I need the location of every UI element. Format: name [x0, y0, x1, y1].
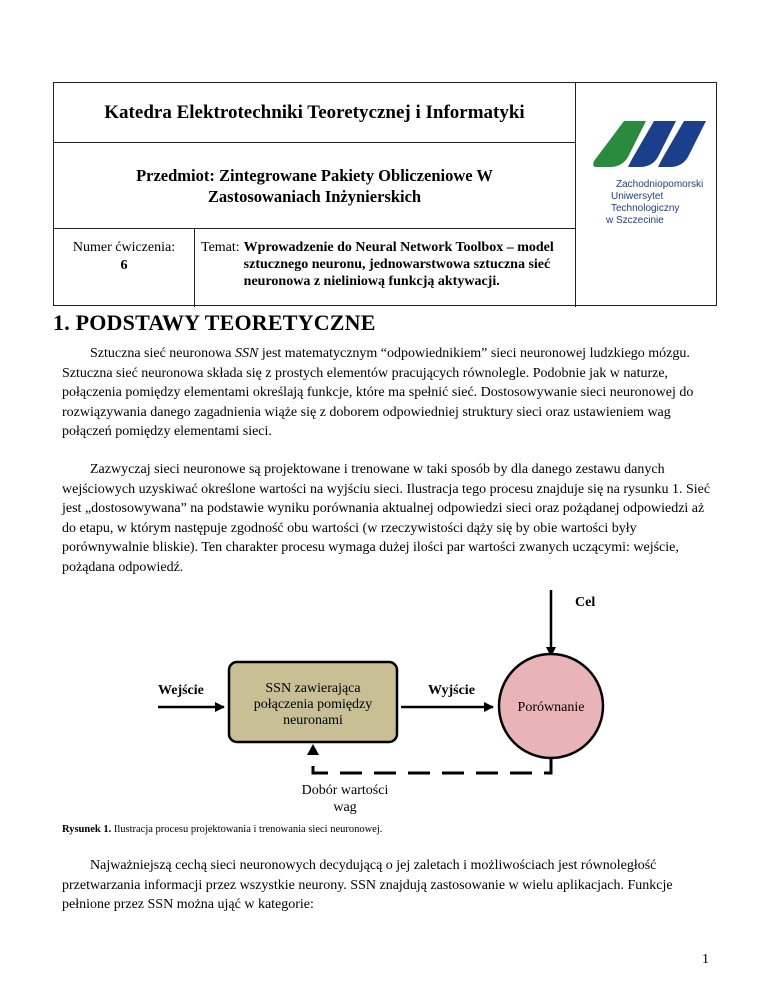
input-label: Wejście: [158, 683, 204, 698]
exercise-number-cell: [54, 229, 195, 307]
exercise-label: Numer ćwiczenia:: [72, 240, 176, 255]
subject-title: Przedmiot: Zintegrowane Pakiety Obliczeniowe W Zastosowaniach Inżynierskich: [54, 143, 576, 229]
exercise-number: 6: [120, 258, 128, 273]
weights-label-line-1: Dobór wartości: [301, 783, 389, 798]
section-title: 1. PODSTAWY TEORETYCZNE: [53, 310, 376, 335]
logo-line-4: w Szczecinie: [606, 215, 664, 226]
paragraph-1: [62, 344, 712, 442]
comparison-label: Porównanie: [517, 700, 585, 715]
department-title: Katedra Elektrotechniki Teoretycznej i Informatyki: [54, 83, 576, 143]
feedback-arrowhead: [307, 744, 319, 755]
header-table: [53, 82, 717, 306]
feedback-line: [313, 750, 551, 773]
network-box-line-2: połączenia pomiędzy: [253, 697, 373, 712]
caption-prefix: Rysunek 1.: [62, 824, 112, 835]
page-number: 1: [702, 952, 709, 967]
weights-label-line-2: wag: [333, 800, 357, 815]
logo-line-2: Uniwersytet: [611, 191, 664, 202]
output-label: Wyjście: [428, 683, 475, 698]
topic-cell: [195, 229, 576, 307]
figure-caption: [62, 824, 382, 835]
logo-line-1: Zachodniopomorski: [616, 179, 704, 190]
ssn-abbreviation: SSN: [235, 346, 259, 361]
paragraph-2: Zazwyczaj sieci neuronowe są projektowane i trenowane w taki sposób by dla danego zestawu danych wejściowych uzyskiwać określone wartości na wyjściu sieci. Ilustracja tego procesu znajduje się na rysunku 1. Sieć jest „dostosowywana” na podstawie wyniku porównania aktualnej odpowiedzi sieci oraz pożądanej odpowiedzi aż do etapu, w którym następuje zgodność obu wartości (w rzeczywistości dąży się by obie wartości były porównywalnie bliskie). Ten charakter procesu wymaga dużej ilości par wartości zwanych uczącymi: wejście, pożądana odpowiedź.: [62, 462, 711, 575]
paragraph-1-pre: Sztuczna sieć neuronowa: [90, 346, 235, 361]
training-diagram: [0, 580, 768, 820]
university-logo: [576, 83, 718, 307]
caption-text: Ilustracja procesu projektowania i trenowania sieci neuronowej.: [111, 824, 383, 835]
paragraph-1-post: jest matematycznym “odpowiednikiem” sieci neuronowej ludzkiego mózgu. Sztuczna sieć neuronowa składa się z prostych elementów pracujących równolegle. Podobnie jak w naturze, połączenia pomiędzy elementami określają funkcje, które ma spełnić sieć. Dostosowywanie sieci neuronowej do rozwiązywania danego zagadnienia wiąże się z doborem odpowiedniej struktury sieci oraz ustawieniem wag połączeń pomiędzy elementami sieci.: [62, 346, 694, 439]
paragraph-3: Najważniejszą cechą sieci neuronowych decydującą o jej zaletach i możliwościach jest równoległość przetwarzania informacji przez wszystkie neurony. SSN znajdują zastosowanie w wielu aplikacjach. Funkcje pełnione przez SSN można ująć w kategorie:: [62, 858, 673, 912]
logo-text: [606, 179, 716, 227]
logo-line-3: Technologiczny: [611, 203, 680, 214]
university-logo-icon: [576, 83, 718, 183]
network-box-line-3: neuronami: [283, 713, 343, 728]
topic-text: Wprowadzenie do Neural Network Toolbox – model sztucznego neuronu, jednowarstwowa sztuczna sieć neuronowa z nieliniową funkcją aktywacji.: [243, 240, 554, 289]
network-box-line-1: SSN zawierająca: [265, 681, 361, 696]
target-label: Cel: [575, 595, 596, 610]
topic-label: Temat:: [201, 240, 240, 255]
